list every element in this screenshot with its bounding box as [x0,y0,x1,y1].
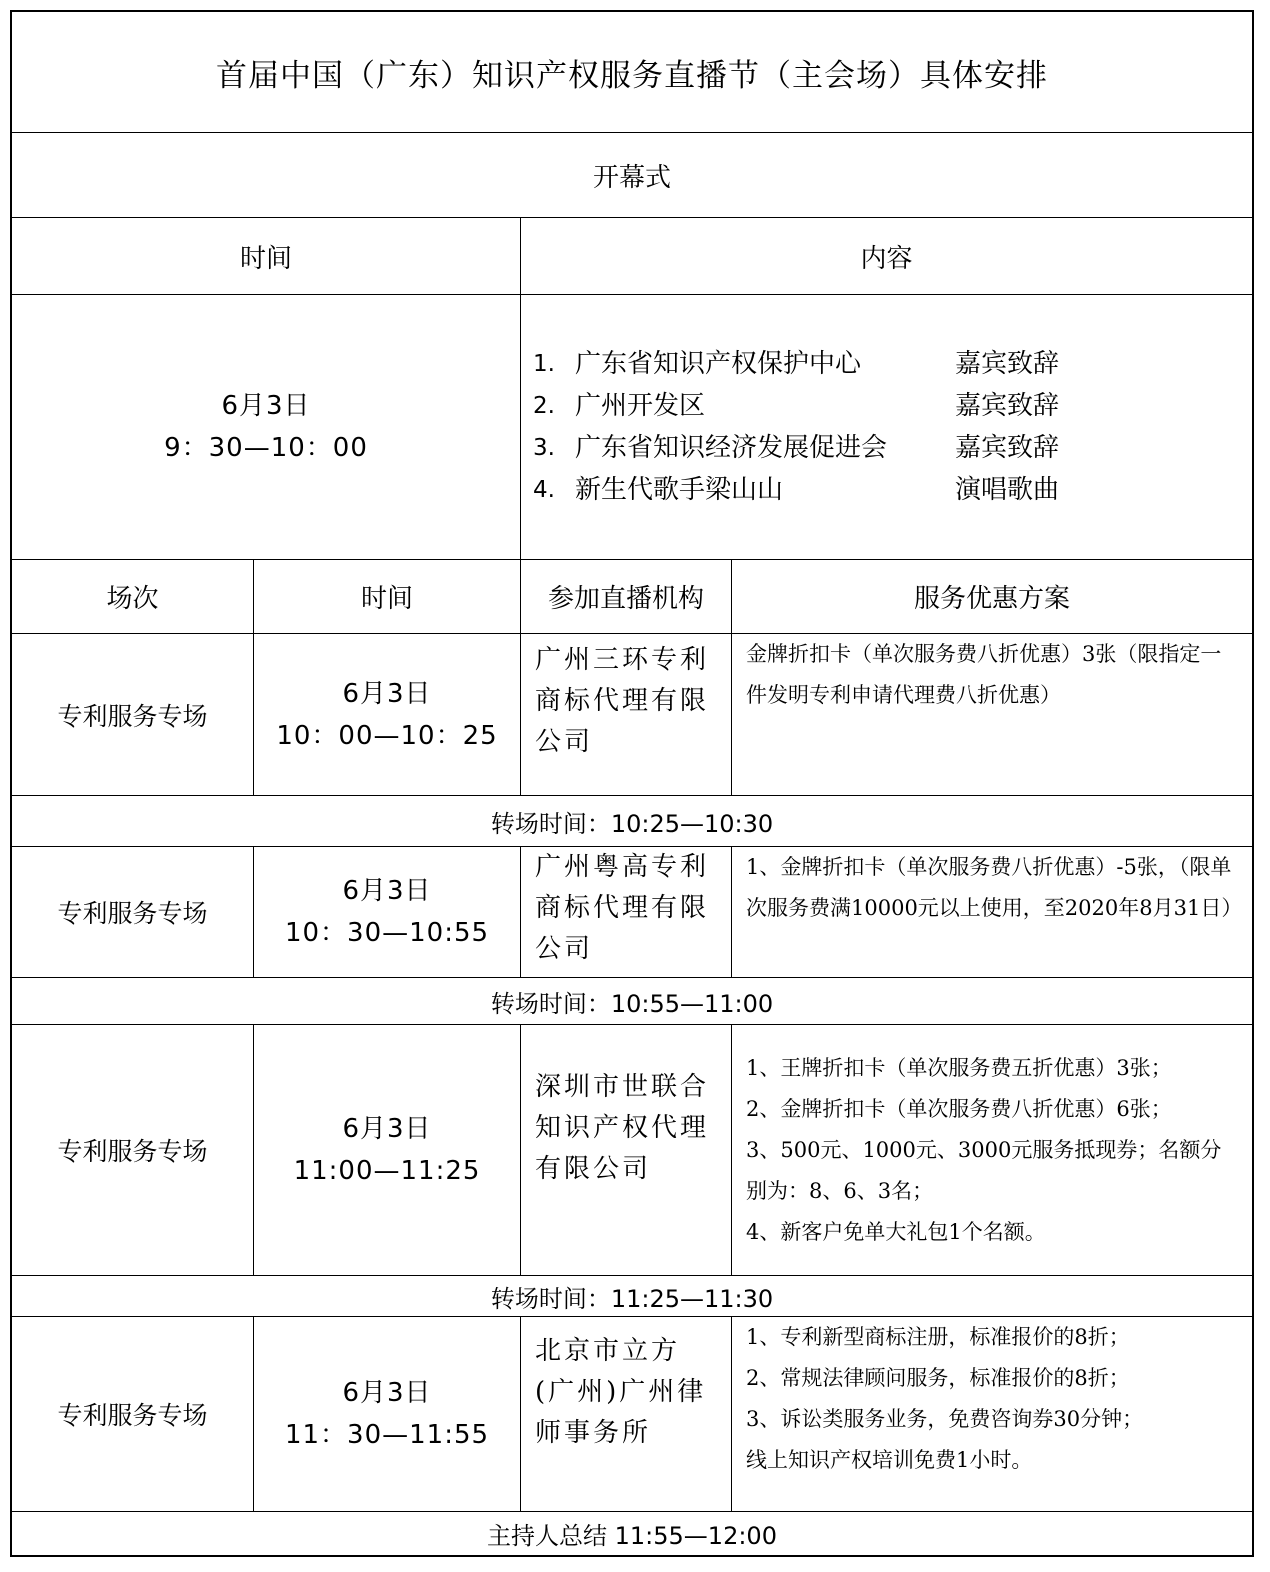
col-header-session: 场次 [12,560,254,633]
session-time: 6月3日 10：30—10:55 [254,847,521,977]
closing-row [12,1512,1252,1555]
break-time: 转场时间：10:55—11:00 [490,989,774,1018]
opening-date: 6月3日 [221,391,311,421]
opening-header-row [12,218,1252,295]
opening-row [12,133,1252,218]
col-header-org: 参加直播机构 [521,560,732,633]
session-row [12,1025,1252,1276]
break-row [12,1276,1252,1317]
session-time: 6月3日 10：00—10：25 [254,634,521,795]
title-row [12,12,1252,133]
session-offer: 金牌折扣卡（单次服务费八折优惠）3张（限指定一件发明专利申请代理费八折优惠） [746,642,1222,707]
break-row [12,978,1252,1025]
col-header-time: 时间 [254,560,521,633]
session-time: 6月3日 11:00—11:25 [254,1025,521,1275]
session-name: 专利服务专场 [12,847,254,977]
break-time: 转场时间：11:25—11:30 [490,1284,774,1313]
session-row [12,847,1252,978]
session-name: 专利服务专场 [12,1025,254,1275]
opening-content-header: 内容 [860,243,913,274]
opening-time-header: 时间 [12,218,521,294]
opening-program-list [521,295,1252,559]
session-row [12,1317,1252,1512]
session-offer: 1、金牌折扣卡（单次服务费八折优惠）-5张，（限单次服务费满10000元以上使用，至2020年8月31日） [746,855,1243,920]
opening-time: 9：30—10：00 [164,433,368,463]
session-org: 深圳市世联合知识产权代理有限公司 [521,1025,732,1275]
closing-summary: 主持人总结 11:55—12:00 [487,1522,777,1550]
program-item: 2. 广州开发区 嘉宾致辞 [533,391,1060,421]
page-title: 首届中国（广东）知识产权服务直播节（主会场）具体安排 [216,57,1048,94]
program-item: 3. 广东省知识经济发展促进会 嘉宾致辞 [533,433,1060,463]
session-name: 专利服务专场 [12,634,254,795]
opening-time-cell [12,295,521,559]
break-time: 转场时间：10:25—10:30 [490,809,774,838]
session-org: 广州粤高专利商标代理有限公司 [521,847,732,977]
session-row [12,634,1252,796]
schedule-table [10,10,1254,1557]
col-header-offer: 服务优惠方案 [913,584,1070,614]
session-offer: 1、王牌折扣卡（单次服务费五折优惠）3张； 2、金牌折扣卡（单次服务费八折优惠）6张； 3、500元、1000元、3000元服务抵现券；名额分别为：8、6、3名； 4、新客户免单大礼包1个名额。 [746,1055,1222,1244]
session-org: 北京市立方(广州)广州律师事务所 [521,1317,732,1511]
program-item: 1. 广东省知识产权保护中心 嘉宾致辞 [533,349,1060,379]
opening-body-row [12,295,1252,560]
session-org: 广州三环专利商标代理有限公司 [521,634,732,795]
session-time: 6月3日 11：30—11:55 [254,1317,521,1511]
session-name: 专利服务专场 [12,1317,254,1511]
session-offer: 1、专利新型商标注册，标准报价的8折； 2、常规法律顾问服务，标准报价的8折； 3、诉讼类服务业务，免费咨询券30分钟； 线上知识产权培训免费1小时。 [746,1325,1144,1472]
break-row [12,796,1252,847]
opening-label: 开幕式 [592,162,671,193]
program-item: 4. 新生代歌手梁山山 演唱歌曲 [533,475,1060,505]
column-header-row [12,560,1252,634]
